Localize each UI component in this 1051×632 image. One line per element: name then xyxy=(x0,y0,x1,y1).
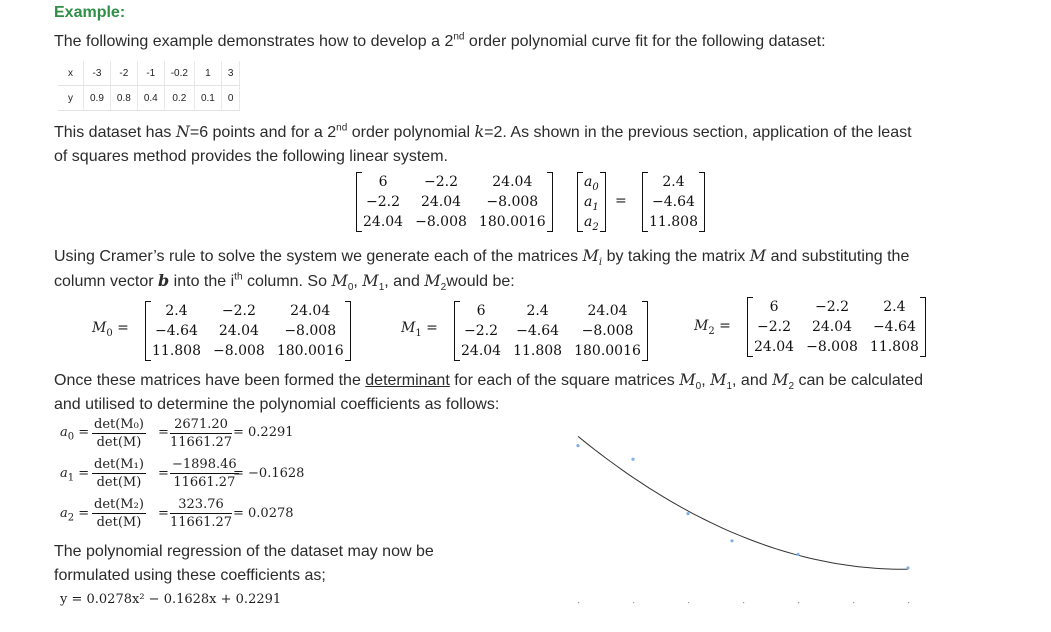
table-cell: 0 xyxy=(221,86,240,111)
table-cell: 0.1 xyxy=(194,86,221,111)
data-point xyxy=(796,553,799,556)
a2-result: = 0.0278 xyxy=(233,506,294,521)
m0-label: $M_0$ = xyxy=(92,320,129,339)
table-cell: 1 xyxy=(194,61,221,86)
dataset-description: This dataset has N=6 points and for a 2nd order polynomial k=2. As shown in the previous section, application of the least of squares method provides the following linear system. xyxy=(54,122,912,165)
table-cell: -3 xyxy=(84,61,111,86)
x-tick xyxy=(743,602,744,603)
x-tick xyxy=(633,602,634,603)
table-cell: 0.4 xyxy=(137,86,164,111)
a1-det-fraction: det(M₁) det(M) xyxy=(94,457,144,490)
system-matrix: 6 −2.2 24.04 −2.2 24.04 −8.008 24.04 −8.008 180.0016 xyxy=(357,172,552,232)
x-tick xyxy=(798,602,799,603)
determinant-link[interactable]: determinant xyxy=(365,372,450,389)
data-point xyxy=(576,444,579,447)
fit-curve xyxy=(578,436,908,569)
a0-result: = 0.2291 xyxy=(233,425,294,440)
y-label: y xyxy=(58,86,84,111)
regression-description: The polynomial regression of the dataset may now be formulated using these coefficients as; xyxy=(54,543,434,584)
coefficient-vector: $a_0$ $a_1$ $a_2$ xyxy=(578,172,605,232)
data-point xyxy=(631,458,634,461)
table-cell: 3 xyxy=(221,61,240,86)
data-point xyxy=(730,539,733,542)
example-heading: Example: xyxy=(54,4,126,21)
a2-label: $a_2$ = xyxy=(60,506,90,524)
a0-label: $a_0$ = xyxy=(60,425,90,443)
matrix-m2: 6 −2.2 2.4 −2.2 24.04 −4.64 24.04 −8.008 11.808 xyxy=(748,297,925,357)
a0-det-fraction: det(M₀) det(M) xyxy=(94,417,144,450)
a1-value-fraction: $\frac{-1898.46}{11661.27}$ xyxy=(172,457,237,490)
table-cell: -1 xyxy=(137,61,164,86)
regression-chart xyxy=(572,418,1032,618)
table-cell: 0.8 xyxy=(110,86,137,111)
matrix-m1: 6 2.4 24.04 −2.2 −4.64 −8.008 24.04 11.808 180.0016 xyxy=(455,301,647,361)
matrix-m0: 2.4 −2.2 24.04 −4.64 24.04 −8.008 11.808 −8.008 180.0016 xyxy=(146,301,350,361)
determinant-description: Once these matrices have been formed the determinant for each of the square matrices $M_0$, $M_1$, and $M_2$ can be calculated and utilised to determine the polynomial coefficients as follows: xyxy=(54,370,923,413)
cramer-description: Using Cramer’s rule to solve the system we generate each of the matrices $M_i$ by taking the matrix M and substituting the column vector b into the $i^{th}$ column. So $M_0$, $M_1$, and $M_2would$ be: xyxy=(54,246,910,294)
x-tick xyxy=(908,602,909,603)
dataset-table xyxy=(58,61,240,111)
table-row-x xyxy=(58,61,240,86)
equals-sign: = xyxy=(615,193,627,209)
a2-det-fraction: det(M₂) det(M) xyxy=(94,497,144,530)
rhs-vector: 2.4 −4.64 11.808 xyxy=(643,172,704,232)
regression-equation: y = 0.0278x² − 0.1628x + 0.2291 xyxy=(60,592,282,607)
a1-label: $a_1$ = xyxy=(60,466,90,484)
data-point xyxy=(906,566,909,569)
table-cell: -2 xyxy=(110,61,137,86)
table-cell: -0.2 xyxy=(164,61,194,86)
data-point xyxy=(686,512,689,515)
table-cell: 0.9 xyxy=(84,86,111,111)
table-row-y xyxy=(58,86,240,111)
table-cell: 0.2 xyxy=(164,86,194,111)
m2-label: $M_2$ = xyxy=(694,318,731,337)
x-tick xyxy=(578,602,579,603)
x-tick xyxy=(688,602,689,603)
x-tick xyxy=(853,602,854,603)
a1-result: = −0.1628 xyxy=(233,466,305,481)
a2-value-fraction: $\frac{323.76}{11661.27}$ xyxy=(170,497,233,530)
a0-value-fraction: $\frac{2671.20}{11661.27}$ xyxy=(170,417,233,450)
m1-label: $M_1$ = xyxy=(401,320,438,339)
intro-text: The following example demonstrates how to develop a 2nd order polynomial curve fit for the following dataset: xyxy=(54,31,826,50)
x-label: x xyxy=(58,61,84,86)
